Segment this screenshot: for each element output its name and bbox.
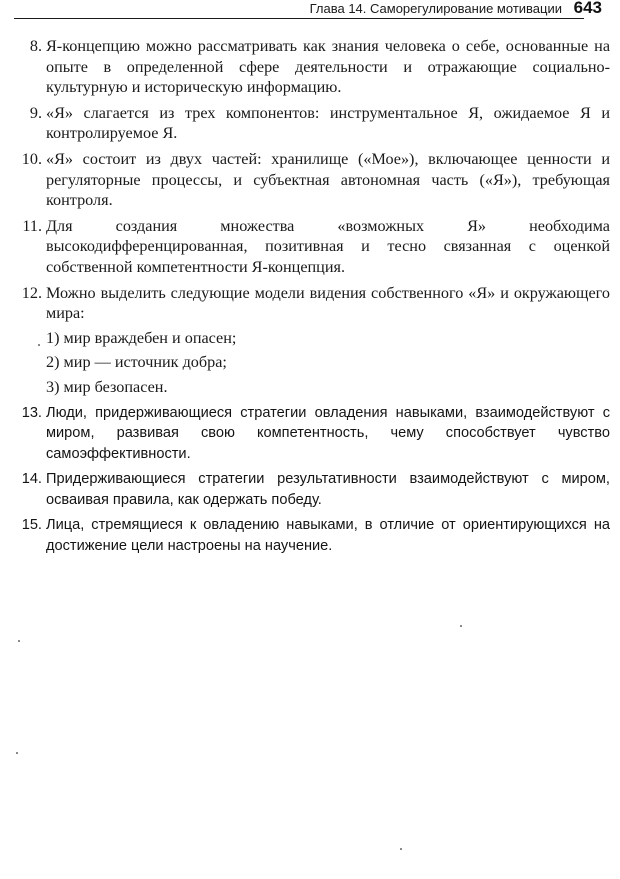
scan-speck bbox=[400, 848, 402, 850]
item-text: «Я» состоит из двух частей: хранилище («Мое»), включающее ценности и регуляторные процессы, и субъектная автономная часть («Я»), требующая контроля. bbox=[46, 149, 610, 210]
item-text: Лица, стремящиеся к овладению навыками, в отличие от ориентирующихся на достижение цели настроены на научение. bbox=[46, 517, 610, 555]
item-text: Можно выделить следующие модели видения собственного «Я» и окружающего мира: bbox=[46, 283, 610, 323]
item-number: 13. bbox=[21, 404, 42, 421]
list-item bbox=[14, 149, 610, 211]
item-number: 14. bbox=[21, 471, 42, 488]
list-item bbox=[14, 103, 610, 144]
scan-speck bbox=[16, 752, 18, 754]
list-item bbox=[14, 469, 610, 510]
scan-speck bbox=[460, 625, 462, 627]
list-item bbox=[14, 403, 610, 465]
item-number: 9. bbox=[29, 103, 42, 122]
item-number: 15. bbox=[21, 517, 42, 534]
item-text: Придерживающиеся стратегии результативности взаимодействуют с миром, осваивая правила, как одержать победу. bbox=[46, 471, 610, 508]
chapter-title: Глава 14. Саморегулирование мотивации bbox=[304, 1, 562, 17]
item-text: Я-концепцию можно рассматривать как знания человека о себе, основанные на опыте в определенной сфере деятельности и отражающие социально-культурную и историческую информацию. bbox=[46, 37, 610, 97]
summary-list bbox=[14, 36, 610, 562]
list-item bbox=[14, 515, 610, 556]
item-number: 12. bbox=[21, 283, 42, 302]
list-item bbox=[14, 36, 610, 98]
item-text: Люди, придерживающиеся стратегии овладения навыками, взаимодействуют с миром, развивая свою компетентность, чему способствует чувство самоэффективности. bbox=[46, 404, 610, 462]
item-text: Для создания множества «возможных Я» необходима высокодифференцированная, позитивная и тесно связанная с оценкой собственной компетентности Я-концепция. bbox=[46, 216, 610, 276]
header-rule bbox=[14, 18, 584, 19]
item-number: 8. bbox=[29, 37, 42, 55]
scan-speck bbox=[18, 640, 20, 642]
sub-item: 1) мир враждебен и опасен; bbox=[46, 328, 237, 347]
page-number: 643 bbox=[573, 0, 602, 17]
list-item bbox=[14, 216, 610, 278]
item-number: 10. bbox=[21, 149, 42, 168]
running-header bbox=[0, 0, 620, 24]
list-item bbox=[14, 283, 610, 398]
scan-speck bbox=[38, 344, 40, 346]
sub-item: 3) мир безопасен. bbox=[46, 377, 168, 396]
item-text: «Я» слагается из трех компонентов: инструментальное Я, ожидаемое Я и контролируемое Я. bbox=[46, 103, 610, 143]
item-number: 11. bbox=[22, 216, 42, 235]
sub-item: 2) мир — источник добра; bbox=[46, 353, 227, 372]
